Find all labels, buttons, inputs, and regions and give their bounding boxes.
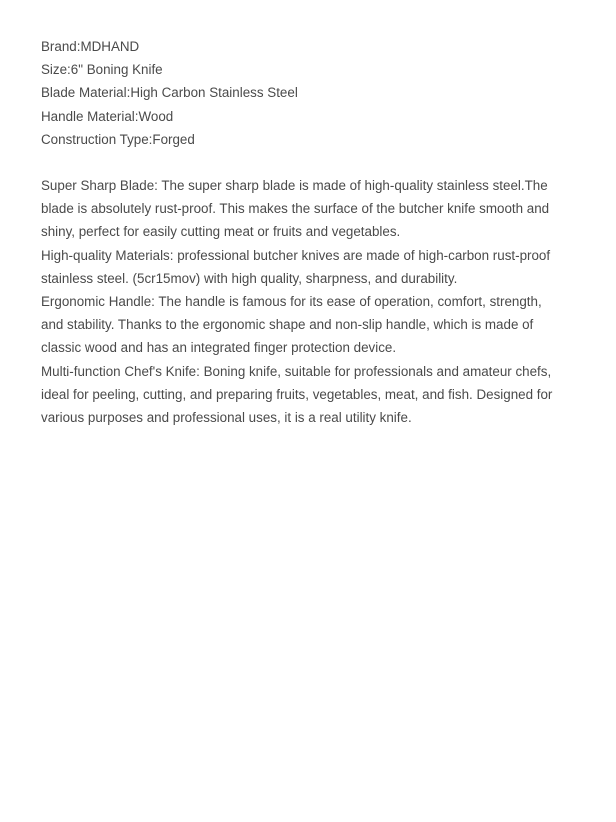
spec-handle-material: Handle Material:Wood xyxy=(41,108,174,124)
description-multi-function: Multi-function Chef's Knife: Boning knife, suitable for professionals and amateur chefs, ideal for peeling, cutting, and preparing fruits, vegetables, meat, and fish. Designed for various purposes and professional uses, it is a real utility knife. xyxy=(41,363,553,426)
description-sharp-blade: Super Sharp Blade: The super sharp blade is made of high-quality stainless steel.The blade is absolutely rust-proof. This makes the surface of the butcher knife smooth and shiny, perfect for easily cutting meat or fruits and vegetables. xyxy=(41,178,550,240)
spec-brand: Brand:MDHAND xyxy=(41,39,140,54)
spec-construction-type: Construction Type:Forged xyxy=(41,131,195,147)
description-materials: High-quality Materials: professional butcher knives are made of high-carbon rust-proof stainless steel. (5cr15mov) with high quality, sharpness, and durability. xyxy=(41,247,551,286)
product-details xyxy=(41,35,557,429)
description-ergonomic-handle: Ergonomic Handle: The handle is famous for its ease of operation, comfort, strength, and stability. Thanks to the ergonomic shape and non-slip handle, which is made of classic wood and has an integrated finger protection device. xyxy=(41,294,542,356)
product-description xyxy=(41,174,557,429)
spec-size: Size:6" Boning Knife xyxy=(41,62,163,78)
spec-blade-material: Blade Material:High Carbon Stainless Steel xyxy=(41,85,298,101)
spec-list xyxy=(41,35,557,151)
